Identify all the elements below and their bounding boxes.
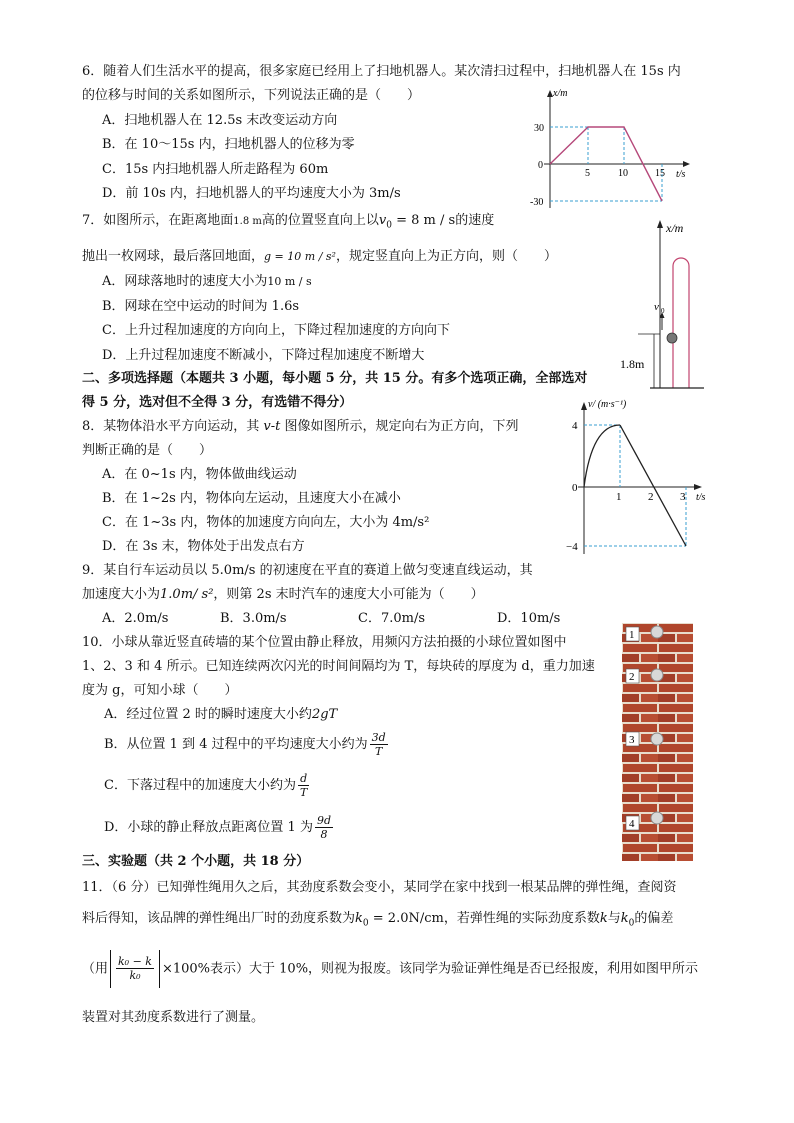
q8-stem-line2: 判断正确的是（ ） [82,443,213,458]
q7-text-b: 高的位置竖直向上以 [261,213,379,228]
q10-option-d-text: D．小球的静止释放点距离位置 1 为 [104,820,313,835]
q11-text-e: （用 [82,961,109,977]
q6-origin: 0 [538,160,543,171]
q10-option-c-den: T [299,786,308,799]
q9-option-b: B．3.0m/s [220,611,287,626]
q7-option-a-value: 10 m / s [267,275,312,288]
q8-xlabel: t/s [696,492,706,503]
q7-v0-label-sub: 0 [661,307,665,315]
q11-k0-sub: 0 [362,918,369,929]
section2-title-line2: 得 5 分，选对但不全得 3 分，有选错不得分） [82,395,353,410]
q10-ball-2 [651,669,663,681]
q10-position-1-label: 1 [629,629,635,641]
q8-option-c: C．在 1~3s 内，物体的加速度方向向左，大小为 4m/s² [102,515,430,530]
q11-text-b: ，若弹性绳的实际劲度系数 [443,911,600,926]
q7-option-c: C．上升过程加速度的方向向上，下降过程加速度的方向向下 [102,323,450,338]
q6-option-c: C．15s 内扫地机器人所走路程为 60m [102,162,329,177]
q8-origin: 0 [572,482,578,494]
q9-text-a: 加速度大小为 [82,587,161,602]
q11-text-f: ×100%表示）大于 10%，则视为报废。该同学为验证弹性绳是否已经报废，利用如图甲所示 [161,961,699,977]
q7-height: 1.8 m [233,216,262,227]
q7-option-b: B．网球在空中运动的时间为 1.6s [102,299,300,314]
q7-g: g = 10 m / s² [264,250,336,263]
q8-ylabel: v/ (m·s⁻¹) [588,399,627,410]
q7-option-a [102,272,312,292]
q11-text-d: 的偏差 [634,911,674,926]
q10-option-b-den: T [374,745,383,758]
q6-option-d: D．前 10s 内，扫地机器人的平均速度大小为 3m/s [102,186,401,201]
q9-stem-line1: 9．某自行车运动员以 5.0m/s 的初速度在平直的赛道上做匀变速直线运动，其 [82,563,533,578]
q11-line4: 装置对其劲度系数进行了测量。 [82,1010,265,1025]
q11-text-a: 料后得知，该品牌的弹性绳出厂时的劲度系数为 [82,911,356,926]
q10-position-2-label: 2 [629,671,635,683]
q8-xtick-2: 2 [648,491,654,503]
q8-xtick-3: 3 [680,491,686,503]
q10-option-b-fraction [370,731,388,758]
q8-text-b: 图像如图所示，规定向右为正方向，下列 [280,419,519,434]
q8-ytick-4: 4 [572,420,578,432]
q11-k0-2: k [620,911,629,926]
q7-height-label: 1.8m [620,357,645,371]
q9-stem-line2 [82,585,484,605]
q10-option-c-text: C．下落过程中的加速度大小约为 [104,778,296,793]
q7-text-d: 抛出一枚网球，最后落回地面， [82,249,265,264]
q7-v0: v [378,213,387,228]
q7-figure [610,212,706,390]
q11-k: k [599,911,608,926]
q7-ball [667,333,677,343]
q11-line3 [82,950,698,989]
q8-ytick-neg4: −4 [566,541,578,553]
q6-stem-line1: 6．随着人们生活水平的提高，很多家庭已经用上了扫地机器人。某次清扫过程中，扫地机器人在 15s 内 [82,64,681,79]
q11-k0-2-sub: 0 [628,918,635,929]
q8-curve-segment [584,425,620,487]
q10-option-b-text: B．从位置 1 到 4 过程中的平均速度大小约为 [104,737,368,752]
q7-option-a-text: A．网球落地时的速度大小为 [102,274,268,289]
q7-v0-sub: 0 [386,220,392,231]
q6-ylabel: x/m [553,88,568,99]
q11-frac-num: k₀ − k [118,955,152,968]
q9-option-a: A．2.0m/s [102,611,169,626]
q9-option-c: C．7.0m/s [358,611,425,626]
q11-k0-value: = 2.0N/cm [368,911,444,926]
q11-deviation-fraction [116,955,154,982]
q10-option-c-num: d [298,772,309,786]
q11-frac-den: k₀ [129,969,141,982]
q10-ball-1 [651,626,663,638]
q8-x-arrow [694,484,702,490]
q6-xt-graph [526,84,696,214]
q10-option-b [104,728,390,762]
q11-line1: 11．（6 分）已知弹性绳用久之后，其劲度系数会变小，某同学在家中找到一根某品牌的弹性绳，查阅资 [82,880,677,895]
q7-axis-arrow [657,220,663,228]
q10-option-a-text: A．经过位置 2 时的瞬时速度大小约 [104,707,312,722]
q8-vt-graph [562,396,708,558]
q8-line-segment [620,425,686,546]
q8-stem-line1 [82,417,519,437]
q7-text-e: ，规定竖直向上为正方向，则（ ） [335,249,557,264]
q10-option-d-fraction [315,814,333,841]
q10-option-b-num: 3d [371,731,386,744]
q7-stem-line2 [82,247,557,267]
q8-option-a: A．在 0~1s 内，物体做曲线运动 [102,467,297,482]
q11-k0: k [355,911,363,926]
q10-option-d-den: 8 [320,828,328,841]
q6-xlabel: t/s [676,169,686,180]
q10-position-4-label: 4 [629,818,635,830]
q7-axis-label: x/m [666,221,684,235]
q7-text-c: 的速度 [455,213,495,228]
q8-text-a: 8．某物体沿水平方向运动，其 [82,419,264,434]
q6-stem-line2: 的位移与时间的关系如图所示，下列说法正确的是（ ） [82,88,421,103]
q6-option-a: A．扫地机器人在 12.5s 末改变运动方向 [102,113,338,128]
q7-option-d: D．上升过程加速度不断减小，下降过程加速度不断增大 [102,348,425,363]
q8-y-arrow [581,402,587,410]
q10-option-a-value: 2gT [311,707,338,722]
q6-xtick-5: 5 [585,168,590,179]
q8-option-b: B．在 1~2s 内，物体向左运动，且速度大小在减小 [102,491,401,506]
q9-acc: 1.0m/ s² [160,587,214,602]
q6-xtick-10: 10 [618,168,628,179]
q6-ytick-30: 30 [534,123,544,134]
q8-vt: v-t [263,419,281,434]
q10-stem-line3: 度为 g，可知小球（ ） [82,683,238,698]
q10-ball-4 [651,812,663,824]
q10-option-c-fraction [298,772,309,799]
q11-text-c: 与 [607,911,621,926]
q9-option-d: D．10m/s [497,611,561,626]
q10-stem-line2: 1、2、3 和 4 所示。已知连续两次闪光的时间间隔均为 T，每块砖的厚度为 d，重力加速 [82,659,595,674]
q8-xtick-1: 1 [616,491,622,503]
q11-deviation-abs [110,950,160,988]
q10-brick-wall-photo [622,623,693,861]
q6-ytick-neg30: -30 [530,197,544,208]
q7-v0-label: v [654,301,659,313]
q8-option-d: D．在 3s 末，物体处于出发点右方 [102,539,305,554]
q11-line2 [82,909,673,934]
q7-text-a: 7．如图所示，在距离地面 [82,213,234,228]
q6-xtick-15: 15 [655,168,665,179]
q10-option-c [104,769,311,803]
q10-option-d-num: 9d [316,814,332,827]
q10-ball-3 [651,733,663,745]
q10-option-a [104,705,337,725]
q6-x-arrow [683,161,690,167]
q6-option-b: B．在 10～15s 内，扫地机器人的位移为零 [102,137,355,152]
q7-stem-line1 [82,211,494,236]
q7-v0-value: = 8 m / s [391,213,456,228]
section3-title: 三、实验题（共 2 个小题，共 18 分） [82,854,310,869]
q7-trajectory [673,258,689,388]
q10-position-3-label: 3 [629,734,635,746]
section2-title-line1: 二、多项选择题（本题共 3 小题，每小题 5 分，共 15 分。有多个选项正确，全部选对 [82,371,588,386]
q10-stem-line1: 10．小球从靠近竖直砖墙的某个位置由静止释放，用频闪方法拍摄的小球位置如图中 [82,635,567,650]
q10-option-d [104,811,335,845]
q9-text-b: ，则第 2s 末时汽车的速度大小可能为（ ） [213,587,484,602]
